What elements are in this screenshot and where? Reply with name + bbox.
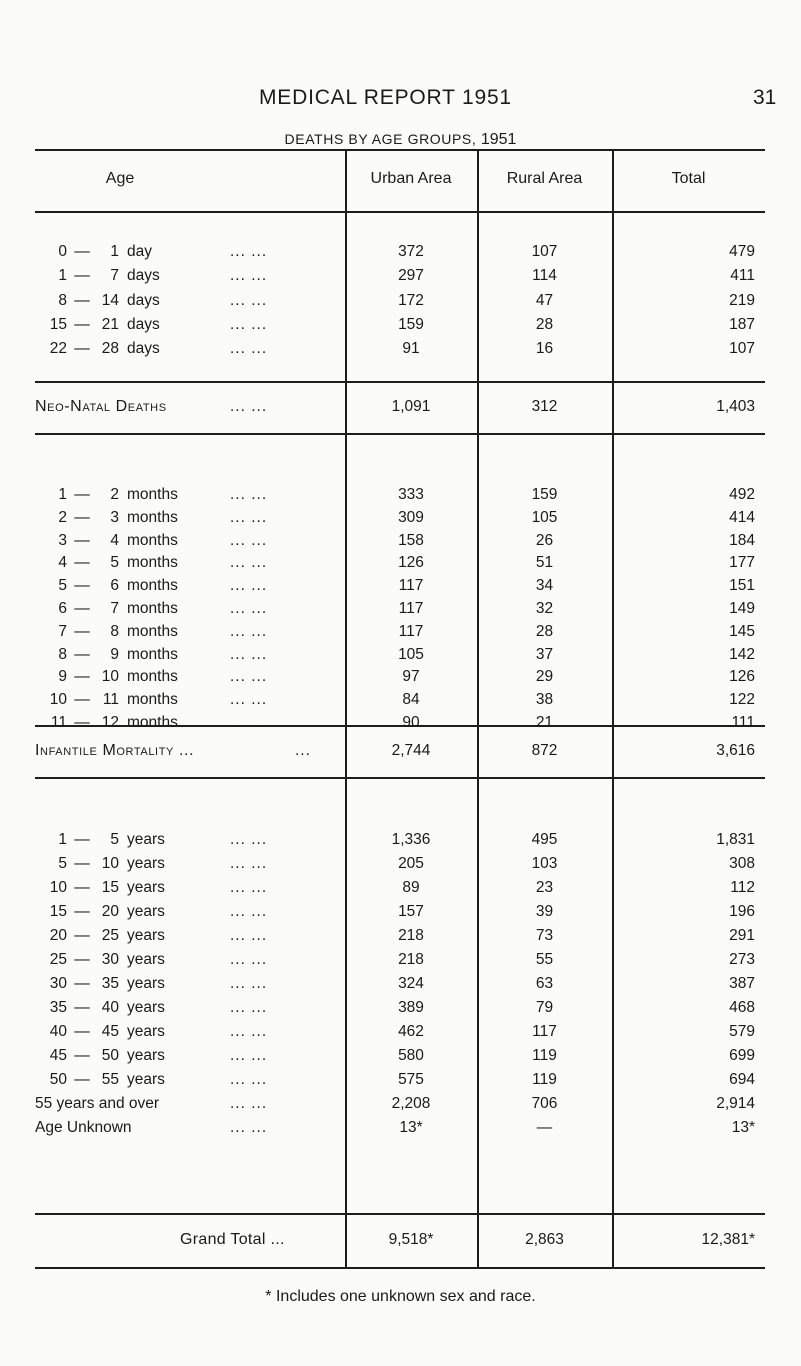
urban-value: 205 (398, 855, 424, 872)
total-value: 112 (730, 879, 755, 896)
age-from: 45 (49, 1047, 67, 1064)
leader-dots: ... ... (230, 315, 268, 333)
age-to: 45 (101, 1023, 119, 1040)
age-from: 25 (49, 951, 67, 968)
leader-dots: ... ... (230, 554, 268, 572)
total-value: 468 (729, 999, 755, 1016)
age-unit: months (127, 645, 178, 663)
leader-dots: ... ... (230, 879, 268, 896)
leader-dots: ... ... (230, 1095, 268, 1112)
age-from: 1 (58, 486, 67, 503)
table-row (35, 711, 765, 735)
rural-value: 107 (531, 243, 558, 260)
age-unit: months (127, 508, 178, 526)
table-row (35, 924, 765, 948)
age-from: 4 (58, 554, 67, 572)
age-dash: — (74, 927, 90, 944)
leader-dots: ... ... (230, 975, 268, 992)
age-unit: years (127, 1071, 165, 1088)
age-from: 50 (49, 1071, 67, 1088)
age-dash: — (74, 668, 90, 686)
total-value: 411 (730, 267, 755, 285)
age-dash: — (74, 879, 90, 896)
age-to: 6 (110, 577, 119, 595)
leader-dots: ... ... (230, 267, 268, 285)
total-value: 479 (729, 243, 755, 260)
age-from: 6 (58, 600, 67, 617)
neonatal-deaths-row (35, 395, 765, 419)
table-row (35, 1116, 765, 1140)
footnote: * Includes one unknown sex and race. (265, 1288, 536, 1305)
age-unit: years (127, 831, 165, 848)
age-dash: — (74, 577, 90, 595)
age-from: 15 (49, 903, 67, 920)
leader-dots: ... ... (230, 1071, 268, 1088)
urban-value: 309 (398, 508, 424, 526)
rural-value: 872 (531, 742, 558, 759)
urban-value: 575 (398, 1071, 424, 1088)
age-unit: years (127, 999, 165, 1016)
column-header-rural: Rural Area (506, 170, 583, 187)
leader-dots: ... ... (230, 622, 268, 640)
rural-value: 495 (531, 831, 558, 848)
table-row (35, 620, 765, 644)
rural-value: 21 (535, 714, 554, 731)
table-title (0, 131, 801, 149)
table-row (35, 551, 765, 575)
total-value: 414 (729, 508, 755, 526)
total-value: 126 (729, 668, 755, 686)
total-value: 291 (729, 927, 755, 944)
table-row (35, 240, 765, 264)
leader-dots: ... ... (230, 1047, 268, 1064)
age-to: 25 (101, 927, 119, 944)
age-unit: days (127, 267, 160, 285)
total-value: 699 (729, 1047, 755, 1064)
age-unit: days (127, 340, 160, 358)
rural-value: 63 (535, 975, 554, 992)
age-unit: years (127, 927, 165, 944)
age-to: 7 (110, 267, 119, 285)
age-to: 4 (110, 531, 119, 549)
table-row (35, 597, 765, 621)
age-dash: — (74, 645, 90, 663)
leader-dots: ... ... (230, 714, 268, 731)
table-row (35, 1068, 765, 1092)
total-value: 151 (729, 577, 755, 595)
age-unit: months (127, 714, 178, 731)
leader-dots: ... (295, 742, 311, 759)
table-row (35, 852, 765, 876)
column-header-age: Age (105, 170, 135, 187)
total-value: 187 (729, 315, 755, 333)
urban-value: 218 (398, 951, 424, 968)
table-row (35, 688, 765, 712)
rule-after-infantile-total (35, 777, 765, 779)
urban-value: 126 (398, 554, 424, 572)
total-value: 12,381* (701, 1231, 755, 1248)
leader-dots: ... ... (230, 531, 268, 549)
age-to: 20 (101, 903, 119, 920)
table-row (35, 529, 765, 553)
rural-value: 34 (535, 577, 554, 595)
table-bottom-rule (35, 1267, 765, 1269)
urban-value: 84 (402, 691, 420, 709)
rural-value: 39 (535, 903, 554, 920)
rule-after-neonatal-total (35, 433, 765, 435)
age-unit: years (127, 903, 165, 920)
table-row (35, 828, 765, 852)
age-to: 35 (101, 975, 119, 992)
age-from: 8 (58, 291, 67, 309)
grand-total-row (35, 1228, 765, 1252)
urban-value: 9,518* (388, 1231, 434, 1248)
age-from: 5 (58, 855, 67, 872)
age-to: 1 (110, 243, 119, 260)
urban-value: 158 (398, 531, 424, 549)
age-unit: months (127, 600, 178, 617)
urban-value: 13* (399, 1119, 423, 1136)
rule-before-neonatal-total (35, 381, 765, 383)
age-unit: months (127, 554, 178, 572)
age-from: 40 (49, 1023, 67, 1040)
leader-dots: ... ... (230, 668, 268, 686)
age-to: 2 (110, 486, 119, 503)
age-dash: — (74, 267, 90, 285)
total-value: 145 (729, 622, 755, 640)
leader-dots: ... ... (230, 1023, 268, 1040)
age-from: 7 (58, 622, 67, 640)
leader-dots: ... ... (230, 486, 268, 503)
leader-dots: ... ... (230, 831, 268, 848)
total-value: 387 (729, 975, 755, 992)
age-dash: — (74, 1071, 90, 1088)
urban-value: 1,336 (391, 831, 431, 848)
urban-value: 117 (398, 600, 424, 617)
age-dash: — (74, 903, 90, 920)
rural-value: 159 (531, 486, 558, 503)
rural-value: 312 (531, 398, 558, 415)
age-to: 28 (101, 340, 119, 358)
age-dash: — (74, 243, 90, 260)
age-from: 11 (50, 714, 67, 731)
subtotal-label: Neo-Natal Deaths (35, 398, 167, 415)
infantile-mortality-row (35, 739, 765, 763)
age-dash: — (74, 999, 90, 1016)
subtotal-label: Grand Total ... (180, 1231, 285, 1248)
age-label: Age Unknown (35, 1119, 132, 1136)
rural-value: 119 (532, 1071, 557, 1088)
total-value: 196 (729, 903, 755, 920)
urban-value: 89 (402, 879, 420, 896)
age-from: 1 (58, 831, 67, 848)
rural-value: 32 (535, 600, 554, 617)
rural-value: 38 (535, 691, 554, 709)
table-row (35, 506, 765, 530)
age-unit: years (127, 1023, 165, 1040)
age-to: 8 (110, 622, 119, 640)
age-from: 20 (49, 927, 67, 944)
rural-value: 79 (535, 999, 554, 1016)
age-unit: months (127, 668, 178, 686)
age-unit: months (127, 691, 178, 709)
age-unit: months (127, 577, 178, 595)
report-title: MEDICAL REPORT 1951 (259, 86, 512, 109)
age-dash: — (74, 855, 90, 872)
age-from: 5 (58, 577, 67, 595)
rural-value: 55 (535, 951, 554, 968)
age-unit: years (127, 879, 165, 896)
age-dash: — (74, 714, 90, 731)
urban-value: 2,744 (391, 742, 431, 759)
age-dash: — (74, 554, 90, 572)
age-from: 3 (58, 531, 67, 549)
table-row (35, 1020, 765, 1044)
age-to: 11 (102, 691, 119, 709)
leader-dots: ... ... (230, 691, 268, 709)
age-unit: months (127, 486, 178, 503)
table-row (35, 972, 765, 996)
leader-dots: ... ... (230, 398, 268, 415)
age-dash: — (74, 291, 90, 309)
urban-value: 157 (398, 903, 424, 920)
age-from: 10 (49, 879, 67, 896)
leader-dots: ... ... (230, 340, 268, 358)
age-unit: years (127, 951, 165, 968)
leader-dots: ... ... (230, 577, 268, 595)
age-dash: — (74, 1023, 90, 1040)
leader-dots: ... ... (230, 927, 268, 944)
leader-dots: ... ... (230, 951, 268, 968)
rural-value: 105 (531, 508, 558, 526)
leader-dots: ... ... (230, 855, 268, 872)
rural-value: 23 (535, 879, 554, 896)
column-header-total: Total (671, 170, 706, 187)
age-from: 30 (49, 975, 67, 992)
age-to: 14 (101, 291, 119, 309)
urban-value: 218 (398, 927, 424, 944)
age-dash: — (74, 600, 90, 617)
age-dash: — (74, 508, 90, 526)
rural-value: 26 (535, 531, 554, 549)
age-to: 40 (101, 999, 119, 1016)
urban-value: 90 (402, 714, 420, 731)
total-value: 492 (729, 486, 755, 503)
age-dash: — (74, 486, 90, 503)
urban-value: 462 (398, 1023, 424, 1040)
age-to: 10 (101, 855, 119, 872)
page-number: 31 (753, 86, 777, 109)
age-from: 2 (58, 508, 67, 526)
total-value: 177 (729, 554, 755, 572)
leader-dots: ... ... (230, 600, 268, 617)
age-unit: day (127, 243, 152, 260)
age-from: 15 (49, 315, 67, 333)
table-row (35, 574, 765, 598)
total-value: 184 (729, 531, 755, 549)
table-row (35, 483, 765, 507)
urban-value: 389 (398, 999, 424, 1016)
age-dash: — (74, 340, 90, 358)
total-value: 273 (729, 951, 755, 968)
age-from: 9 (58, 668, 67, 686)
age-dash: — (74, 831, 90, 848)
urban-value: 372 (398, 243, 424, 260)
total-value: 149 (729, 600, 755, 617)
rural-value: 16 (535, 340, 554, 358)
total-value: 219 (729, 291, 755, 309)
rural-value: 103 (531, 855, 558, 872)
age-from: 0 (58, 243, 67, 260)
age-to: 30 (101, 951, 119, 968)
urban-value: 172 (398, 291, 424, 309)
header-bottom-rule (35, 211, 765, 213)
leader-dots: ... ... (230, 645, 268, 663)
page-header (0, 86, 801, 116)
total-value: 579 (729, 1023, 755, 1040)
age-to: 5 (110, 554, 119, 572)
rural-value: 73 (535, 927, 554, 944)
leader-dots: ... ... (230, 291, 268, 309)
rural-value: 47 (535, 291, 554, 309)
urban-value: 333 (398, 486, 424, 503)
age-dash: — (74, 975, 90, 992)
total-value: 1,831 (716, 831, 755, 848)
urban-value: 117 (398, 577, 424, 595)
table-row (35, 643, 765, 667)
table-row (35, 337, 765, 361)
rural-value: 114 (532, 267, 557, 285)
age-to: 9 (110, 645, 119, 663)
age-dash: — (74, 622, 90, 640)
age-to: 3 (110, 508, 119, 526)
rural-value: 2,863 (525, 1231, 564, 1248)
rural-value: 37 (535, 645, 554, 663)
urban-value: 324 (398, 975, 424, 992)
age-unit: months (127, 622, 178, 640)
rural-value: 29 (535, 668, 554, 686)
total-value: 142 (729, 645, 755, 663)
urban-value: 91 (402, 340, 420, 358)
age-unit: years (127, 855, 165, 872)
rule-before-grand-total (35, 1213, 765, 1215)
leader-dots: ... ... (230, 903, 268, 920)
urban-value: 97 (402, 668, 420, 686)
age-to: 21 (101, 315, 119, 333)
age-dash: — (74, 315, 90, 333)
age-dash: — (74, 531, 90, 549)
age-to: 12 (101, 714, 119, 731)
table-row (35, 876, 765, 900)
table-row (35, 948, 765, 972)
table-row (35, 996, 765, 1020)
urban-value: 159 (398, 315, 424, 333)
total-value: 107 (729, 340, 755, 358)
deaths-table (35, 149, 765, 1284)
total-value: 2,914 (716, 1095, 755, 1112)
total-value: 308 (729, 855, 755, 872)
column-header-urban: Urban Area (370, 170, 452, 187)
rural-value: 119 (532, 1047, 557, 1064)
age-unit: years (127, 1047, 165, 1064)
age-from: 10 (49, 691, 67, 709)
age-dash: — (74, 691, 90, 709)
age-unit: days (127, 315, 160, 333)
urban-value: 2,208 (391, 1095, 431, 1112)
age-from: 22 (49, 340, 67, 358)
table-row (35, 313, 765, 337)
rural-value: 117 (532, 1023, 557, 1040)
table-row (35, 1092, 765, 1116)
table-row (35, 289, 765, 313)
urban-value: 1,091 (391, 398, 431, 415)
age-to: 55 (101, 1071, 119, 1088)
subtotal-label: Infantile Mortality ... (35, 742, 195, 759)
age-to: 15 (101, 879, 119, 896)
age-unit: months (127, 531, 178, 549)
urban-value: 580 (398, 1047, 424, 1064)
age-label: 55 years and over (35, 1095, 160, 1112)
table-title-year: 1951 (480, 131, 517, 148)
total-value: 694 (729, 1071, 755, 1088)
rural-value: 706 (531, 1095, 558, 1112)
age-unit: years (127, 975, 165, 992)
table-row (35, 264, 765, 288)
age-to: 10 (101, 668, 119, 686)
leader-dots: ... ... (230, 508, 268, 526)
total-value: 111 (731, 714, 755, 731)
total-value: 13* (731, 1119, 755, 1136)
table-row (35, 1044, 765, 1068)
total-value: 3,616 (716, 742, 755, 759)
leader-dots: ... ... (230, 243, 268, 260)
age-from: 1 (58, 267, 67, 285)
age-unit: days (127, 291, 160, 309)
total-value: 122 (729, 691, 755, 709)
age-to: 7 (110, 600, 119, 617)
leader-dots: ... ... (230, 1119, 268, 1136)
table-title-text: DEATHS BY AGE GROUPS, (284, 131, 477, 147)
urban-value: 117 (398, 622, 424, 640)
age-dash: — (74, 951, 90, 968)
rural-value: 28 (535, 315, 554, 333)
leader-dots: ... ... (230, 999, 268, 1016)
age-from: 35 (49, 999, 67, 1016)
age-to: 5 (110, 831, 119, 848)
age-to: 50 (101, 1047, 119, 1064)
table-row (35, 900, 765, 924)
urban-value: 297 (398, 267, 424, 285)
table-row (35, 665, 765, 689)
rural-value: 28 (535, 622, 554, 640)
urban-value: 105 (398, 645, 424, 663)
rural-value: — (536, 1119, 553, 1136)
age-dash: — (74, 1047, 90, 1064)
rural-value: 51 (535, 554, 554, 572)
total-value: 1,403 (716, 398, 755, 415)
age-from: 8 (58, 645, 67, 663)
